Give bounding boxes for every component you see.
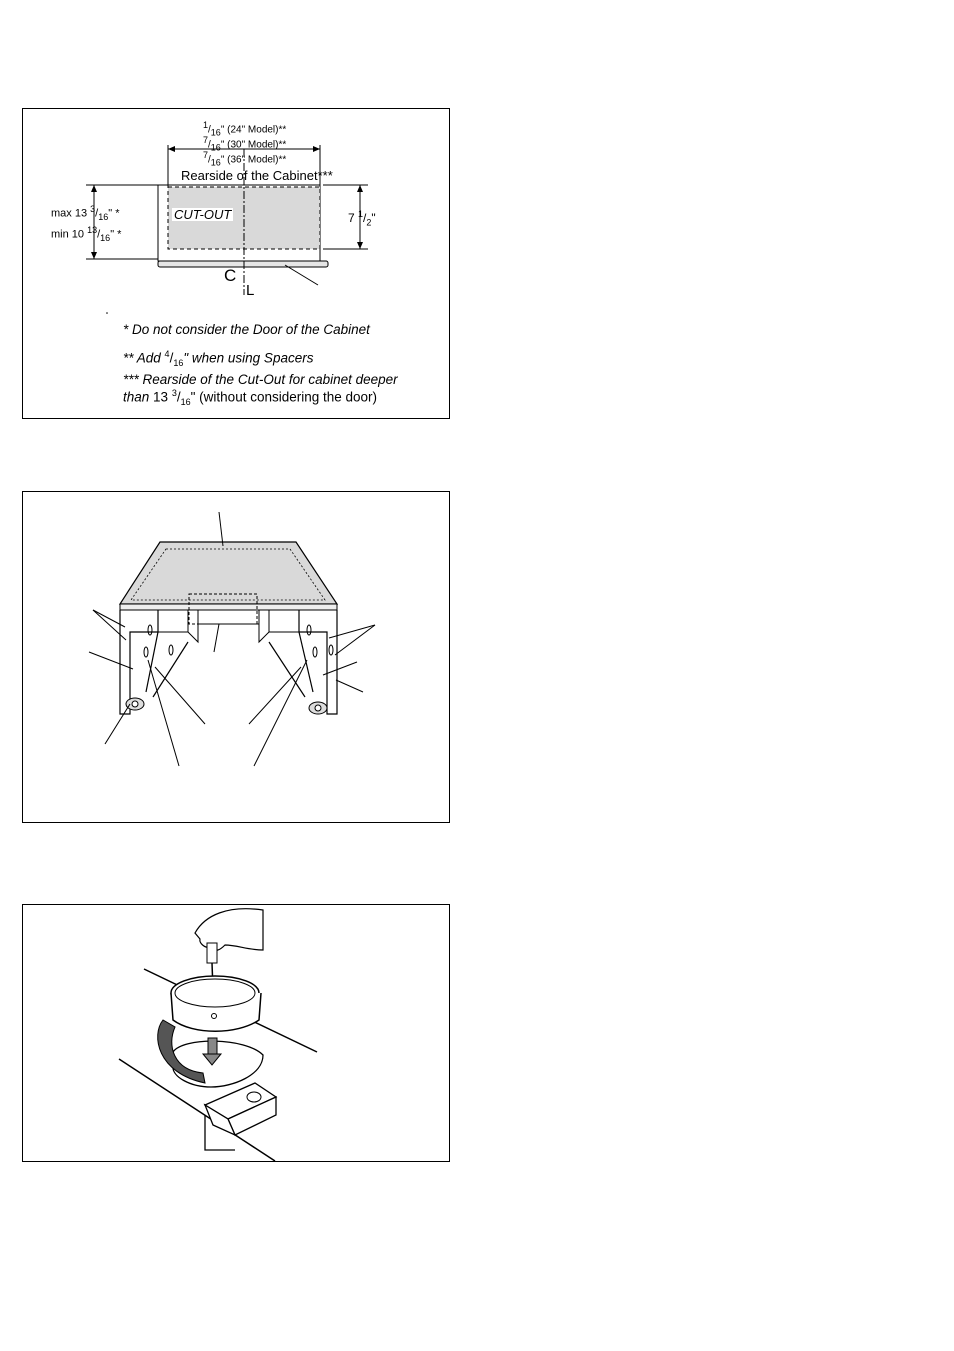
rearside-label: Rearside of the Cabinet*** — [181, 168, 333, 183]
max-depth-label: max 13 $^3/_{16}$" * — [51, 204, 120, 222]
note-rearside-line1: *** Rearside of the Cut-Out for cabinet deeper — [123, 372, 398, 387]
figure-mounting-frame — [22, 491, 450, 823]
min-depth-label: min 10 $^{13}/_{16}$" * — [51, 225, 122, 243]
hand-shape — [195, 909, 263, 951]
mounting-frame-drawing — [23, 492, 451, 824]
note-door: * Do not consider the Door of the Cabinet — [123, 322, 370, 337]
width-label-30: $^7/_{16}$" (30" Model)** — [203, 135, 287, 153]
cutout-height-label: 7 $^1/_2$" — [348, 209, 376, 228]
ring-installation-drawing — [23, 905, 451, 1163]
centerline-c: C — [224, 266, 237, 285]
note-spacers: ** Add $^4/_{16}$" when using Spacers — [123, 349, 314, 369]
figure-ring-installation — [22, 904, 450, 1162]
down-arrow-icon — [208, 1038, 217, 1054]
width-label-36: $^7/_{16}$" (36" Model)** — [203, 150, 287, 168]
width-label-24: $^1/_{16}$" (24" Model)** — [203, 120, 287, 138]
centerline-l: L — [246, 282, 255, 299]
figure-cutout-dimensions — [22, 108, 450, 419]
cutout-label: CUT-OUT — [174, 207, 232, 222]
note-rearside-line2: than 13 $^3/_{16}$" (without considering the door) — [123, 388, 378, 408]
cabinet-shelf — [158, 261, 328, 267]
